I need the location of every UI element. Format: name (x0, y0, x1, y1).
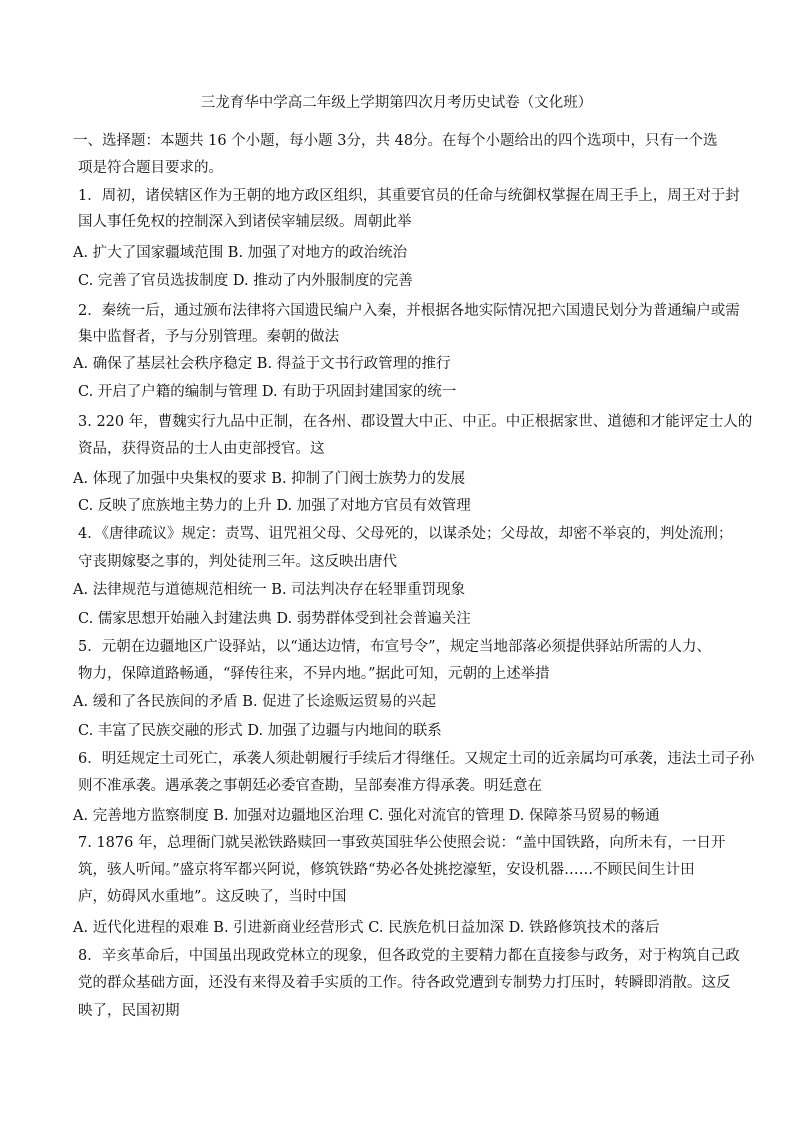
question-3-options-cd: C. 反映了庶族地主势力的上升 D. 加强了对地方官员有效管理 (78, 498, 471, 514)
question-1-stem-cont: 国人事任免权的控制深入到诸侯宰辅层级。周朝此举 (78, 214, 412, 230)
question-5-stem-cont: 物力，保障道路畅通，“驿传往来，不异内地。”据此可知，元朝的上述举措 (78, 666, 550, 682)
question-6-stem-cont: 则不准承袭。遇承袭之事朝廷必委官查勘，呈部奏准方得承袭。明廷意在 (78, 778, 542, 794)
question-7-stem-cont: 筑，骇人听闻。”盛京将军都兴阿说，修筑铁路“势必各处挑挖濠堑，安设机器……不顾民间生计田 (78, 862, 695, 878)
question-3-stem-cont: 资品，获得资品的士人由吏部授官。这 (78, 441, 325, 457)
section-heading-cont: 项是符合题目要求的。 (78, 160, 223, 176)
question-4-options-ab: A. 法律规范与道德规范相统一 B. 司法判决存在轻罪重罚现象 (73, 582, 466, 598)
question-7-stem-cont-2: 庐，妨碍风水重地”。这反映了，当时中国 (78, 889, 347, 905)
question-5-stem: 5．元朝在边疆地区广设驿站，以“通达边情，布宣号令”，规定当地部落必须提供驿站所需的人力、 (78, 639, 712, 655)
question-8-stem-cont: 党的群众基础方面，还没有来得及着手实质的工作。待各政党遭到专制势力打压时，转瞬即消散。这反 (78, 975, 731, 991)
section-heading: 一、选择题：本题共 16 个小题，每小题 3分，共 48分。在每个小题给出的四个选项中，只有一个选 (73, 133, 718, 149)
question-7-options: A. 近代化进程的艰难 B. 引进新商业经营形式 C. 民族危机日益加深 D. 铁路修筑技术的落后 (73, 920, 660, 936)
question-3-stem: 3. 220 年，曹魏实行九品中正制，在各州、郡设置大中正、中正。中正根据家世、道德和才能评定士人的 (78, 414, 753, 430)
question-2-stem-cont: 集中监督者，予与分别管理。秦朝的做法 (78, 329, 339, 345)
question-6-options: A. 完善地方监察制度 B. 加强对边疆地区治理 C. 强化对流官的管理 D. 保障茶马贸易的畅通 (73, 808, 660, 824)
question-5-options-ab: A. 缓和了各民族间的矛盾 B. 促进了长途贩运贸易的兴起 (73, 694, 437, 710)
question-7-stem: 7. 1876 年，总理衙门就吴淞铁路赎回一事致英国驻华公使照会说：“盖中国铁路，向所未有，一日开 (78, 835, 726, 851)
question-4-stem: 4．《唐律疏议》规定：责骂、诅咒祖父母、父母死的，以谋杀处；父母故，却密不举哀的，判处流刑； (78, 526, 733, 542)
question-3-options-ab: A. 体现了加强中央集权的要求 B. 抑制了门阀士族势力的发展 (73, 471, 466, 487)
question-6-stem: 6．明廷规定土司死亡，承袭人须赴朝履行手续后才得继任。又规定土司的近亲属均可承袭，违法土司子孙 (78, 751, 755, 767)
question-8-stem: 8．辛亥革命后，中国虽出现政党林立的现象，但各政党的主要精力都在直接参与政务，对于构筑自己政 (78, 948, 740, 964)
question-4-stem-cont: 守丧期嫁娶之事的，判处徒刑三年。这反映出唐代 (78, 554, 397, 570)
question-2-stem: 2．秦统一后，通过颁布法律将六国遗民编户入秦，并根据各地实际情况把六国遗民划分为普通编户或需 (78, 303, 740, 319)
question-1-options-ab: A. 扩大了国家疆域范围 B. 加强了对地方的政治统治 (73, 245, 408, 261)
question-4-options-cd: C. 儒家思想开始融入封建法典 D. 弱势群体受到社会普遍关注 (78, 611, 471, 627)
question-8-stem-cont-2: 映了，民国初期 (78, 1003, 180, 1019)
exam-title: 三龙育华中学高二年级上学期第四次月考历史试卷（文化班） (200, 95, 593, 111)
question-1-options-cd: C. 完善了官员选拔制度 D. 推动了内外服制度的完善 (78, 273, 413, 289)
question-1-stem: 1．周初，诸侯辖区作为王朝的地方政区组织，其重要官员的任命与统御权掌握在周王手上，周王对于封 (78, 188, 740, 204)
question-2-options-cd: C. 开启了户籍的编制与管理 D. 有助于巩固封建国家的统一 (78, 384, 457, 400)
question-2-options-ab: A. 确保了基层社会秩序稳定 B. 得益于文书行政管理的推行 (73, 356, 451, 372)
question-5-options-cd: C. 丰富了民族交融的形式 D. 加强了边疆与内地间的联系 (78, 723, 442, 739)
